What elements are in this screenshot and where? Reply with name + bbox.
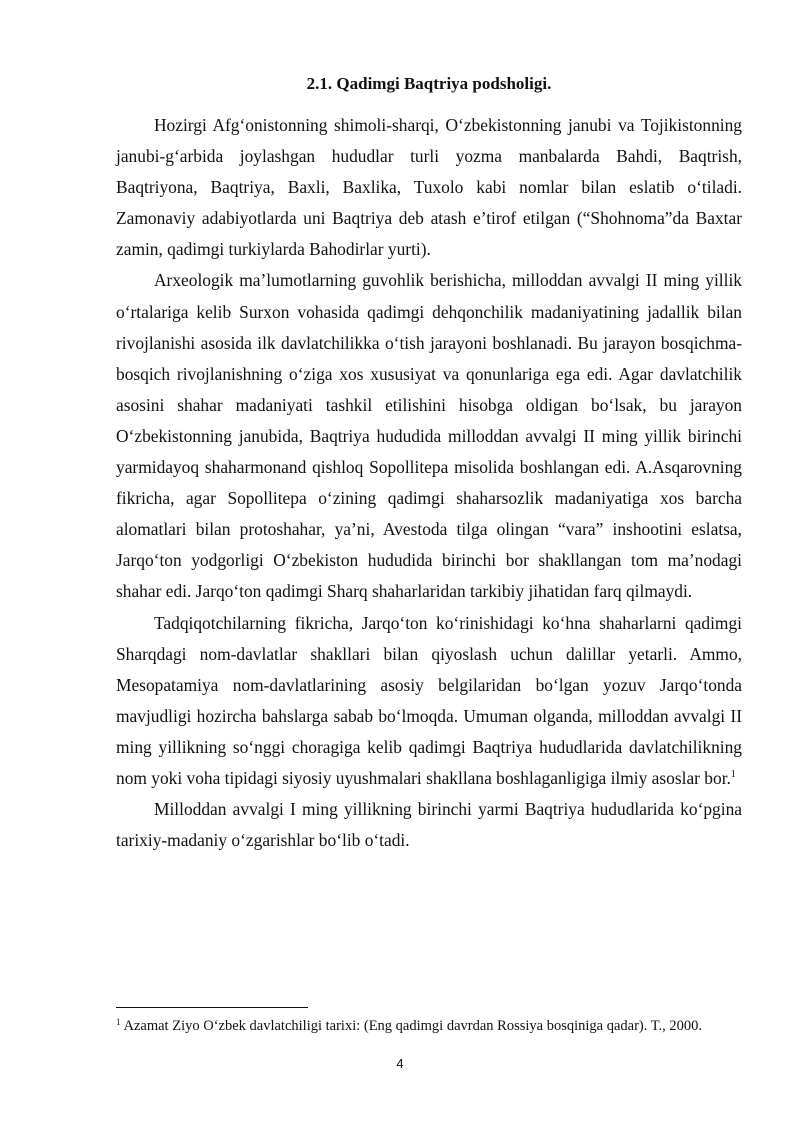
body-text <box>116 110 742 856</box>
footnote-text: Azamat Ziyo O‘zbek davlatchiligi tarixi: (Eng qadimgi davrdan Rossiya bosqiniga qadar). T., 2000. <box>123 1018 703 1034</box>
paragraph: Milloddan avvalgi I ming yillikning birinchi yarmi Baqtriya hududlarida ko‘pgina tarixiy-madaniy o‘zgarishlar bo‘lib o‘tadi. <box>116 799 742 851</box>
paragraph <box>116 608 742 795</box>
paragraph-text: Tadqiqotchilarning fikricha, Jarqo‘ton ko‘rinishidagi ko‘hna shaharlarni qadimgi Sharqdagi nom-davlatlar shakllari bilan qiyoslash uchun dalillar yetarli. Ammo, Mesopatamiya nom-davlatlarining asosiy belgilaridan bo‘lgan yozuv Jarqo‘tonda mavjudligi hozircha bahslarga sabab bo‘lmoqda. Umuman olganda, milloddan avvalgi II ming yillikning so‘nggi choragiga kelib qadimgi Baqtriya hududlarida davlatchilikning nom yoki voha tipidagi siyosiy uyushmalari shakllana boshlaganligiga ilmiy asoslar bor. <box>116 612 742 788</box>
footnote-number: 1 <box>116 1017 121 1027</box>
footnote <box>116 1016 742 1036</box>
footnote-separator <box>116 1007 308 1008</box>
page-number: 4 <box>396 1056 404 1071</box>
footnote-reference: 1 <box>730 768 736 780</box>
paragraph: Arxeologik ma’lumotlarning guvohlik berishicha, milloddan avvalgi II ming yillik o‘rtalariga kelib Surxon vohasida qadimgi dehqonchilik madaniyatining jadallik bilan rivojlanishi asosida ilk davlatchilikka o‘tish jarayoni boshlanadi. Bu jarayon bosqichma-bosqich rivojlanishning o‘ziga xos xususiyat va qonunlariga ega edi. Agar davlatchilik asosini shahar madaniyati tashkil etilishini hisobga oldigan bo‘lsak, bu jarayon O‘zbekistonning janubida, Baqtriya hududida milloddan avvalgi II ming yillik birinchi yarmidayoq shaharmonand qishloq Sopollitepa misolida boshlangan edi. A.Asqarovning fikricha, agar Sopollitepa o‘zining qadimgi shaharsozlik madaniyatiga xos barcha alomatlari bilan protoshahar, ya’ni, Avestoda tilga olingan “vara” inshootini eslatsa, Jarqo‘ton yodgorligi O‘zbekiston hududida birinchi bor shakllangan tom ma’nodagi shahar edi. Jarqo‘ton qadimgi Sharq shaharlaridan tarkibiy jihatidan farq qilmaydi. <box>116 270 742 602</box>
section-heading: 2.1. Qadimgi Baqtriya podsholigi. <box>306 74 552 93</box>
paragraph: Hozirgi Afg‘onistonning shimoli-sharqi, O‘zbekistonning janubi va Tojikistonning janubi-g‘arbida joylashgan hududlar turli yozma manbalarda Bahdi, Baqtrish, Baqtriyona, Baqtriya, Baxli, Baxlika, Tuxolo kabi nomlar bilan eslatib o‘tiladi. Zamonaviy adabiyotlarda uni Baqtriya deb atash e’tirof etilgan (“Shohnoma”da Baxtar zamin, qadimgi turkiylarda Bahodirlar yurti). <box>116 115 742 260</box>
